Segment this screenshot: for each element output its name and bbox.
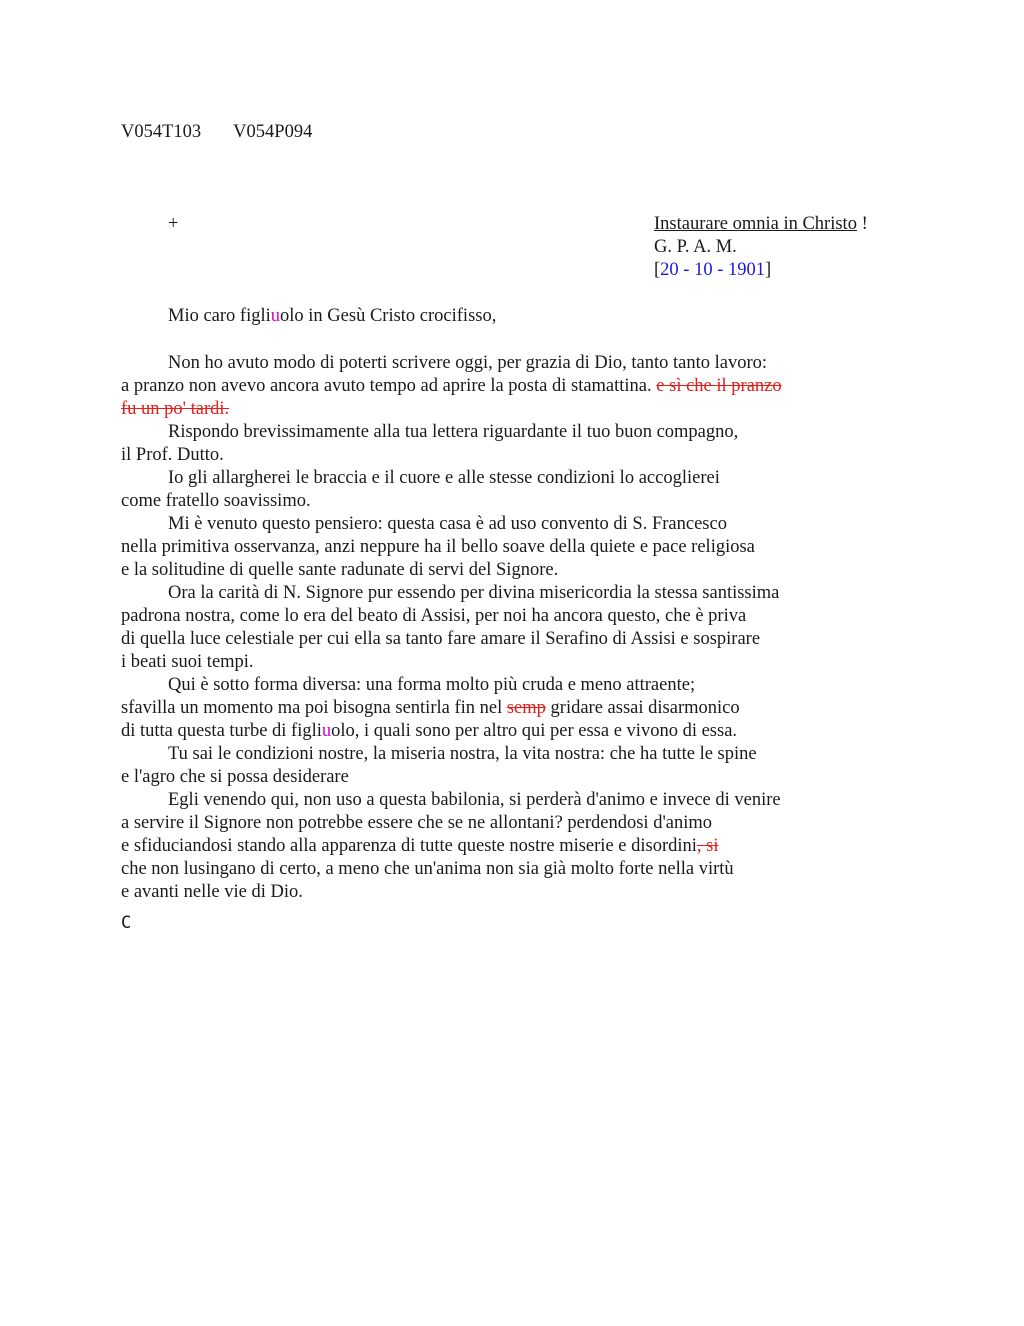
body-line: Egli venendo qui, non uso a questa babilonia, si perderà d'animo e invece di venire <box>168 790 781 810</box>
body-line: Io gli allargherei le braccia e il cuore e alle stesse condizioni lo accoglierei <box>168 468 720 488</box>
body-text: sfavilla un momento ma poi bisogna sentirla fin nel <box>121 698 507 718</box>
body-line: i beati suoi tempi. <box>121 652 254 672</box>
body-line: Ora la carità di N. Signore pur essendo per divina misericordia la stessa santissima <box>168 583 780 603</box>
body-text: e sfiduciandosi stando alla apparenza di tutte queste nostre miserie e disordini <box>121 836 697 856</box>
body-line: il Prof. Dutto. <box>121 445 224 465</box>
deleted-text: , si <box>696 836 719 856</box>
body-line: Mi è venuto questo pensiero: questa casa è ad uso convento di S. Francesco <box>168 514 727 534</box>
body-line: padrona nostra, come lo era del beato di Assisi, per noi ha ancora questo, che è priva <box>121 606 747 626</box>
salutation-text-a: Mio caro figli <box>168 306 271 326</box>
motto-line <box>654 213 868 236</box>
cross-mark: + <box>168 214 179 234</box>
salutation-insertion: u <box>270 306 281 326</box>
body-line: e la solitudine di quelle sante radunate di servi del Signore. <box>121 560 559 580</box>
inserted-text: u <box>321 721 332 741</box>
body-line: che non lusingano di certo, a meno che un'anima non sia già molto forte nella virtù <box>121 859 734 879</box>
body-text: a pranzo non avevo ancora avuto tempo ad aprire la posta di stamattina. <box>121 376 657 396</box>
body-line: di quella luce celestiale per cui ella sa tanto fare amare il Serafino di Assisi e sospirare <box>121 629 761 649</box>
body-line: Rispondo brevissimamente alla tua lettera riguardante il tuo buon compagno, <box>168 422 739 442</box>
body-text: di tutta questa turbe di figli <box>121 721 322 741</box>
body-line: nella primitiva osservanza, anzi neppure ha il bello soave della quiete e pace religiosa <box>121 537 755 557</box>
body-line <box>121 835 861 858</box>
body-line <box>121 375 861 398</box>
body-line: Qui è sotto forma diversa: una forma molto più cruda e meno attraente; <box>168 675 696 695</box>
salutation <box>168 305 496 328</box>
letter-body <box>121 352 861 904</box>
body-line: e l'agro che si possa desiderare <box>121 767 349 787</box>
letter-date: 20 - 10 - 1901 <box>660 260 765 280</box>
ref-text-code: V054T103 <box>121 122 202 142</box>
date-bracket-open: [ <box>654 260 661 280</box>
body-line: a servire il Signore non potrebbe essere che se ne allontani? perdendosi d'animo <box>121 813 713 833</box>
motto-text: Instaurare omnia in Christo <box>654 214 857 234</box>
ref-page-code: V054P094 <box>233 122 313 142</box>
reference-codes <box>121 121 312 144</box>
date-line <box>654 259 868 282</box>
body-line: Non ho avuto modo di poterti scrivere oggi, per grazia di Dio, tanto tanto lavoro: <box>168 353 768 373</box>
body-line: come fratello soavissimo. <box>121 491 311 511</box>
body-text: gridare assai disarmonico <box>545 698 740 718</box>
deleted-text: semp <box>506 698 546 718</box>
body-line <box>121 398 861 421</box>
deleted-text: e sì che il pranzo <box>656 376 782 396</box>
gpam-line: G. P. A. M. <box>654 237 737 257</box>
deleted-text: fu un po' tardi. <box>121 399 230 419</box>
body-line: e avanti nelle vie di Dio. <box>121 882 303 902</box>
motto-exclamation: ! <box>856 214 868 234</box>
body-line <box>121 697 861 720</box>
date-bracket-close: ] <box>765 260 772 280</box>
motto-block <box>654 213 868 282</box>
body-line <box>121 720 861 743</box>
footer-mark: C <box>121 913 132 933</box>
body-line: Tu sai le condizioni nostre, la miseria nostra, la vita nostra: che ha tutte le spine <box>168 744 757 764</box>
body-text: olo, i quali sono per altro qui per essa e vivono di essa. <box>331 721 738 741</box>
salutation-text-b: olo in Gesù Cristo crocifisso, <box>280 306 497 326</box>
